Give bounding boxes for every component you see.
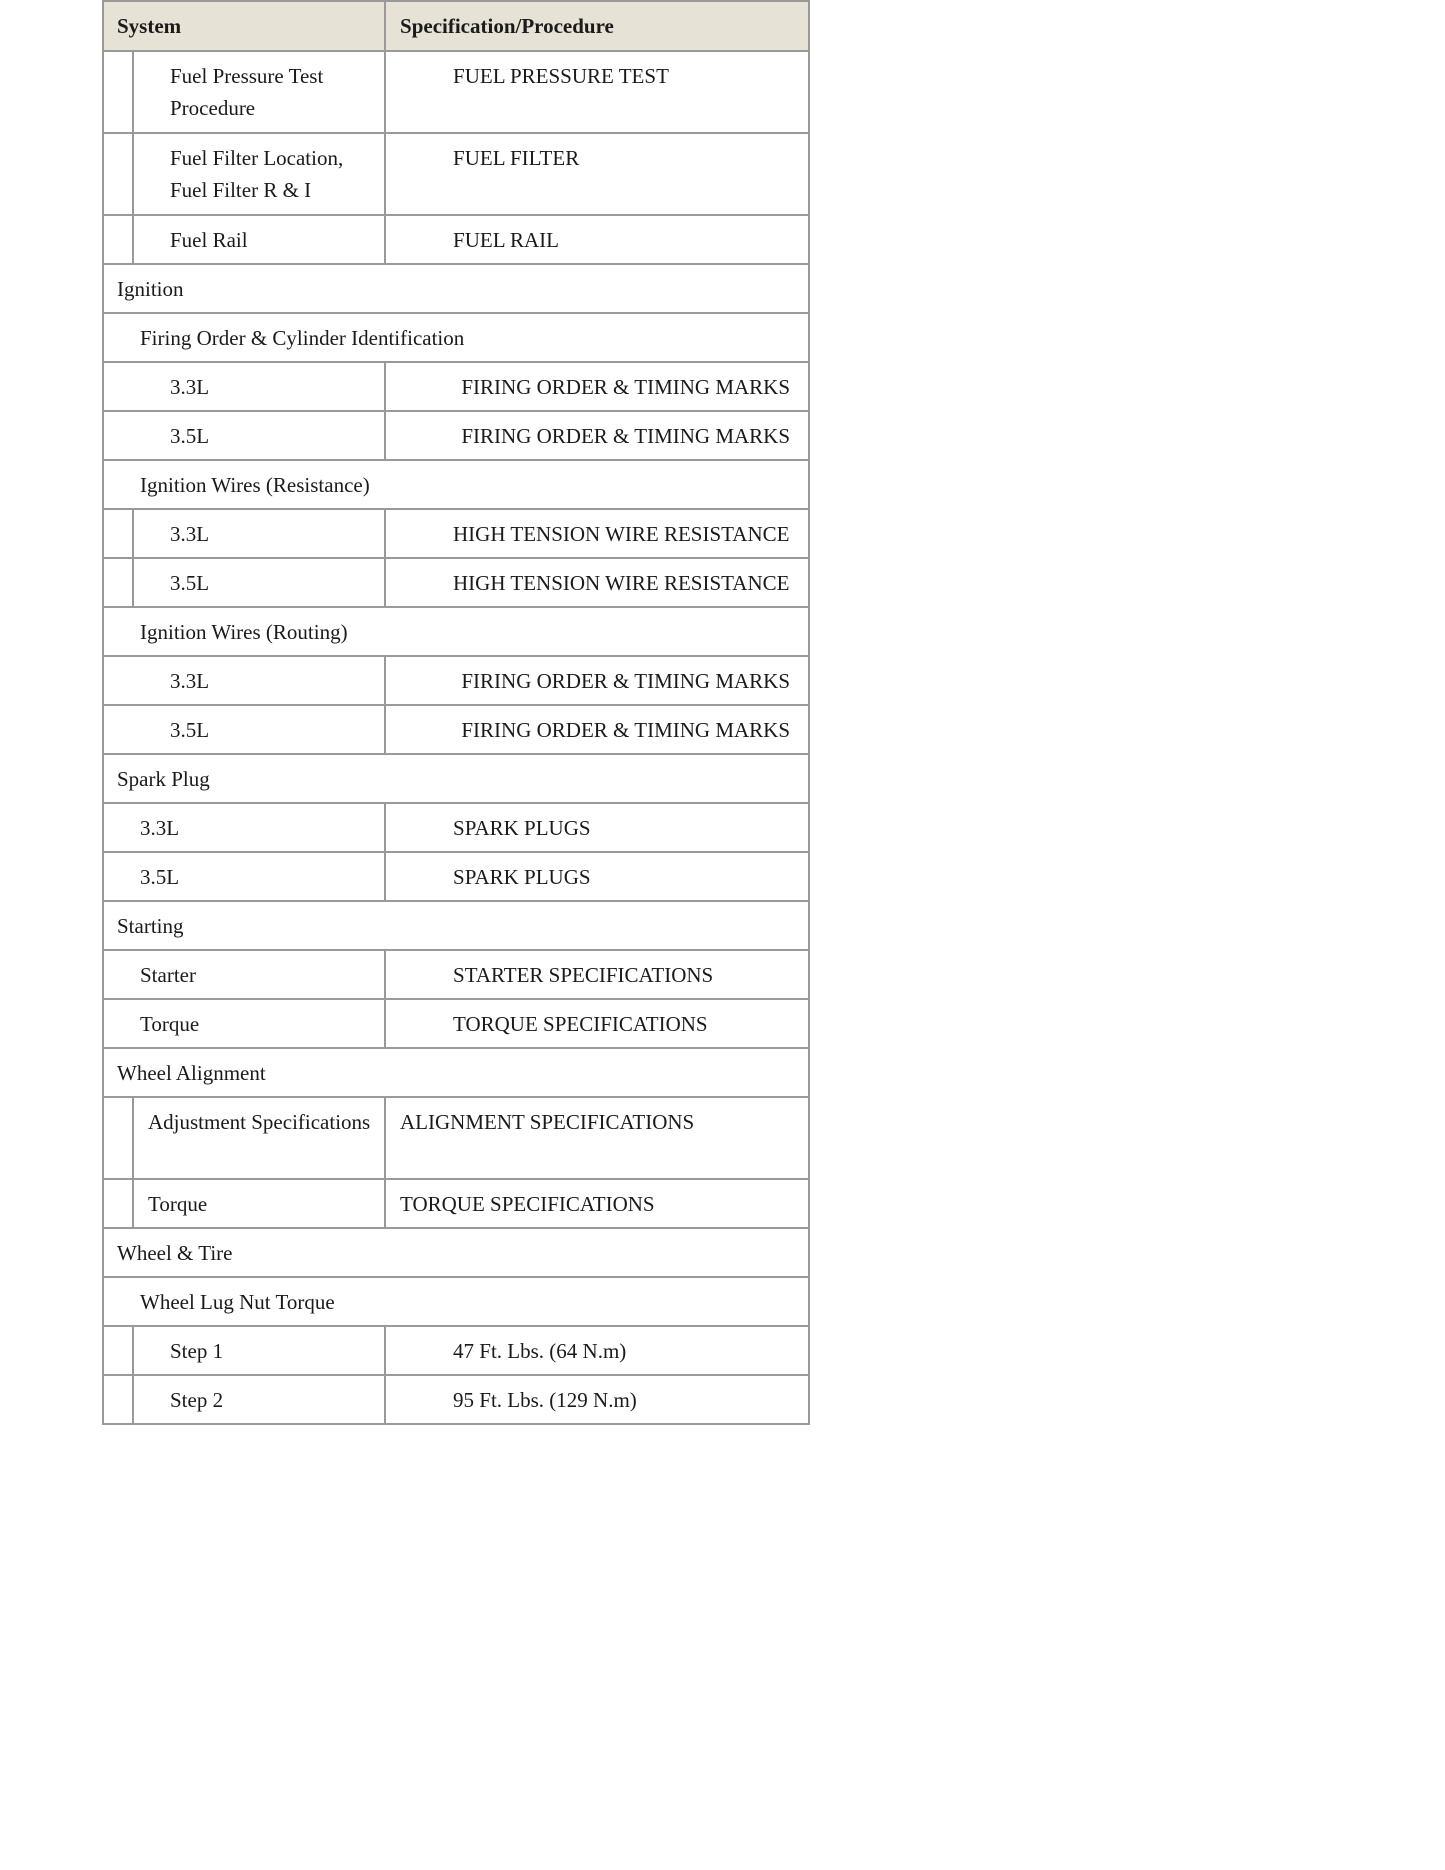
system-cell: 3.3L	[103, 362, 385, 411]
subsection-row	[103, 313, 809, 362]
section-heading: Starting	[103, 901, 809, 950]
table-row	[103, 558, 809, 607]
system-cell: 3.5L	[133, 558, 385, 607]
table-row	[103, 1097, 809, 1179]
spec-cell: FUEL RAIL	[385, 215, 809, 264]
spec-label: FUEL PRESSURE TEST	[453, 64, 669, 88]
system-cell	[133, 133, 385, 215]
table-row	[103, 133, 809, 215]
subsection-heading: Wheel Lug Nut Torque	[103, 1277, 809, 1326]
section-row	[103, 1228, 809, 1277]
spec-cell: HIGH TENSION WIRE RESISTANCE	[385, 558, 809, 607]
spec-cell: 47 Ft. Lbs. (64 N.m)	[385, 1326, 809, 1375]
subsection-heading: Firing Order & Cylinder Identification	[103, 313, 809, 362]
table-row	[103, 1375, 809, 1424]
spec-cell	[385, 1097, 809, 1179]
section-heading: Ignition	[103, 264, 809, 313]
section-heading: Wheel & Tire	[103, 1228, 809, 1277]
indent-cell	[103, 1326, 133, 1375]
subsection-heading: Ignition Wires (Resistance)	[103, 460, 809, 509]
indent-cell	[103, 1179, 133, 1228]
system-cell: 3.5L	[103, 411, 385, 460]
table-row	[103, 950, 809, 999]
system-cell: 3.5L	[103, 705, 385, 754]
spec-cell: TORQUE SPECIFICATIONS	[385, 1179, 809, 1228]
section-heading: Wheel Alignment	[103, 1048, 809, 1097]
subsection-row	[103, 607, 809, 656]
spec-cell: STARTER SPECIFICATIONS	[385, 950, 809, 999]
system-cell: Torque	[103, 999, 385, 1048]
table-header-row	[103, 1, 809, 51]
spec-cell: FIRING ORDER & TIMING MARKS	[385, 411, 809, 460]
column-header-system: System	[103, 1, 385, 51]
table-row	[103, 656, 809, 705]
spec-cell: SPARK PLUGS	[385, 803, 809, 852]
table-row	[103, 852, 809, 901]
spec-cell: TORQUE SPECIFICATIONS	[385, 999, 809, 1048]
system-cell: Step 2	[133, 1375, 385, 1424]
column-header-spec: Specification/Procedure	[385, 1, 809, 51]
spec-cell: FIRING ORDER & TIMING MARKS	[385, 656, 809, 705]
section-row	[103, 264, 809, 313]
spec-cell: 95 Ft. Lbs. (129 N.m)	[385, 1375, 809, 1424]
table-row	[103, 1326, 809, 1375]
system-cell: 3.5L	[103, 852, 385, 901]
table-row	[103, 705, 809, 754]
subsection-row	[103, 460, 809, 509]
table-row	[103, 411, 809, 460]
system-cell: 3.3L	[133, 509, 385, 558]
system-cell: 3.3L	[103, 656, 385, 705]
spec-label: ALIGNMENT SPECIFICATIONS	[400, 1110, 695, 1134]
section-heading: Spark Plug	[103, 754, 809, 803]
section-row	[103, 1048, 809, 1097]
indent-cell	[103, 133, 133, 215]
system-cell: Fuel Rail	[133, 215, 385, 264]
table-row	[103, 999, 809, 1048]
indent-cell	[103, 215, 133, 264]
system-cell	[133, 51, 385, 133]
spec-cell	[385, 51, 809, 133]
system-cell: 3.3L	[103, 803, 385, 852]
table-row	[103, 1179, 809, 1228]
table-row	[103, 51, 809, 133]
system-cell: Torque	[133, 1179, 385, 1228]
specification-table	[102, 0, 810, 1425]
system-cell	[133, 1097, 385, 1179]
subsection-row	[103, 1277, 809, 1326]
spec-cell	[385, 133, 809, 215]
spec-cell: HIGH TENSION WIRE RESISTANCE	[385, 509, 809, 558]
section-row	[103, 754, 809, 803]
table-row	[103, 215, 809, 264]
system-cell: Starter	[103, 950, 385, 999]
indent-cell	[103, 509, 133, 558]
indent-cell	[103, 51, 133, 133]
spec-cell: FIRING ORDER & TIMING MARKS	[385, 362, 809, 411]
subsection-heading: Ignition Wires (Routing)	[103, 607, 809, 656]
indent-cell	[103, 1097, 133, 1179]
system-cell: Step 1	[133, 1326, 385, 1375]
section-row	[103, 901, 809, 950]
table-row	[103, 803, 809, 852]
table-row	[103, 509, 809, 558]
spec-cell: FIRING ORDER & TIMING MARKS	[385, 705, 809, 754]
spec-label: FUEL FILTER	[453, 146, 580, 170]
system-label: Adjustment Specifications	[148, 1110, 371, 1134]
table-row	[103, 362, 809, 411]
indent-cell	[103, 558, 133, 607]
system-label: Fuel Filter Location, Fuel Filter R & I	[170, 146, 344, 202]
system-label: Fuel Pressure Test Procedure	[170, 64, 324, 120]
indent-cell	[103, 1375, 133, 1424]
spec-cell: SPARK PLUGS	[385, 852, 809, 901]
